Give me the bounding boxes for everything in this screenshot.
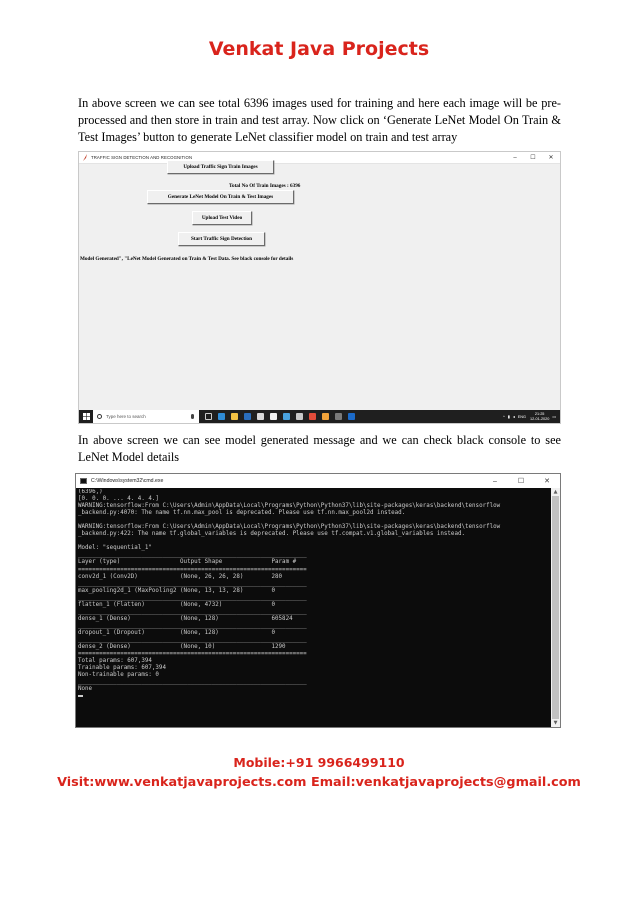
taskbar-pinned-apps: [205, 413, 361, 420]
total-images-label: Total No Of Train Images : 6396: [229, 183, 301, 189]
chrome-icon[interactable]: [309, 413, 316, 420]
cmd-icon[interactable]: [296, 413, 303, 420]
network-icon[interactable]: ▮: [507, 415, 510, 419]
paragraph-intro: In above screen we can see total 6396 images used for training and here each image will be pre-processed and then store in train and test array. Now click on ‘Generate LeNet Model On Train & Test Images’ button to generate LeNet classifier model on train and test array: [78, 96, 561, 144]
notepad-icon[interactable]: [270, 413, 277, 420]
start-button[interactable]: [79, 410, 93, 423]
taskbar-search-box[interactable]: [93, 410, 199, 423]
app-icon[interactable]: [335, 413, 342, 420]
console-line: WARNING:tensorflow:From C:\Users\Admin\AppData\Local\Programs\Python\Python37\lib\site-packages\keras\backend\tensorflow: [78, 524, 501, 531]
mail-icon[interactable]: [257, 413, 264, 420]
windows-logo-icon: [83, 413, 90, 420]
close-button[interactable]: ✕: [544, 478, 550, 485]
store-icon[interactable]: [244, 413, 251, 420]
console-line: None: [78, 686, 93, 693]
console-line: _________________________________________________________________: [78, 622, 307, 629]
console-cursor: [78, 693, 550, 700]
cmd-icon: [80, 478, 87, 484]
cortana-icon: [97, 414, 102, 419]
upload-test-video-button[interactable]: Upload Test Video: [192, 211, 252, 225]
console-line: conv2d_1 (Conv2D) (None, 26, 26, 28) 280: [78, 573, 283, 580]
console-line: dense_2 (Dense) (None, 10) 1290: [78, 644, 286, 651]
maximize-button[interactable]: ☐: [517, 478, 525, 485]
language-indicator[interactable]: ENG: [517, 414, 526, 419]
app-window-screenshot: [78, 151, 561, 424]
cmd-window-title: C:\Windows\system32\cmd.exe: [91, 478, 164, 484]
console-line: Non-trainable params: 0: [78, 672, 159, 679]
console-line: [0. 0. 0. ... 4. 4. 4.]: [78, 496, 159, 503]
console-line: _________________________________________________________________: [78, 552, 307, 559]
scrollbar-thumb[interactable]: [552, 496, 559, 719]
console-line: dropout_1 (Dropout) (None, 128) 0: [78, 629, 276, 636]
console-line: =================================================================: [78, 566, 307, 573]
console-scrollbar[interactable]: [551, 488, 560, 727]
console-line: _backend.py:422: The name tf.global_variables is deprecated. Please use tf.compat.v1.global_variables instead.: [78, 531, 466, 538]
clock-date: 12-01-2020: [529, 416, 550, 421]
maximize-button[interactable]: ☐: [530, 155, 536, 161]
console-line: max_pooling2d_1 (MaxPooling2 (None, 13, 13, 28) 0: [78, 587, 276, 594]
app-titlebar: [79, 152, 560, 164]
console-line: _backend.py:4070: The name tf.nn.max_pool is deprecated. Please use tf.nn.max_pool2d instead.: [78, 510, 406, 517]
console-line: _________________________________________________________________: [78, 636, 307, 643]
console-line: _________________________________________________________________: [78, 679, 307, 686]
notification-icon[interactable]: ▭: [552, 415, 556, 419]
footer-mobile: Mobile:+91 9966499110: [233, 755, 405, 770]
console-line: _________________________________________________________________: [78, 580, 307, 587]
microphone-icon: [191, 414, 194, 419]
folder-icon[interactable]: [322, 413, 329, 420]
console-output[interactable]: [78, 489, 550, 727]
status-message-label: Model Generated", "LeNet Model Generated on Train & Test Data. See black console for details: [80, 256, 294, 262]
search-placeholder: Type here to search: [106, 414, 146, 419]
task-view-icon[interactable]: [205, 413, 212, 420]
footer-contact: Visit:www.venkatjavaprojects.com Email:venkatjavaprojects@gmail.com: [57, 775, 581, 790]
console-line: Layer (type) Output Shape Param #: [78, 559, 297, 566]
system-tray: [503, 412, 560, 421]
windows-taskbar: [79, 410, 560, 423]
generate-lenet-model-button[interactable]: Generate LeNet Model On Train & Test Images: [147, 190, 294, 204]
minimize-button[interactable]: –: [493, 477, 497, 485]
scroll-up-icon[interactable]: ▲: [553, 489, 558, 495]
console-line: =================================================================: [78, 651, 307, 658]
clock[interactable]: [530, 412, 549, 421]
console-line: Model: "sequential_1": [78, 545, 152, 552]
volume-icon[interactable]: ◂: [512, 415, 515, 419]
close-button[interactable]: ✕: [548, 155, 554, 161]
scroll-down-icon[interactable]: ▼: [553, 720, 558, 726]
console-line: _________________________________________________________________: [78, 608, 307, 615]
console-line: flatten_1 (Flatten) (None, 4732) 0: [78, 601, 276, 608]
file-explorer-icon[interactable]: [231, 413, 238, 420]
console-line: dense_1 (Dense) (None, 128) 605824: [78, 615, 293, 622]
clock-time: 21:25: [534, 412, 545, 416]
cmd-window-screenshot: [75, 473, 561, 728]
app-window-title: TRAFFIC SIGN DETECTION AND RECOGNITION: [91, 155, 193, 160]
console-line: _________________________________________________________________: [78, 594, 307, 601]
console-line: (6396,): [78, 489, 103, 495]
minimize-button[interactable]: –: [513, 154, 517, 161]
paragraph-console: In above screen we can see model generated message and we can check black console to see LeNet Model details: [78, 433, 561, 464]
start-detection-button[interactable]: Start Traffic Sign Detection: [178, 232, 265, 246]
feather-app-icon[interactable]: [348, 413, 355, 420]
console-line: Total params: 607,394: [78, 658, 152, 665]
console-line: [78, 538, 550, 545]
page-title: Venkat Java Projects: [208, 38, 430, 60]
python-icon[interactable]: [283, 413, 290, 420]
cmd-titlebar: [76, 474, 560, 488]
console-line: WARNING:tensorflow:From C:\Users\Admin\AppData\Local\Programs\Python\Python37\lib\site-packages\keras\backend\tensorflow: [78, 503, 501, 510]
edge-icon[interactable]: [218, 413, 225, 420]
tk-feather-icon: [82, 154, 88, 161]
console-line: [78, 517, 550, 524]
chevron-up-icon[interactable]: ^: [502, 414, 505, 419]
upload-train-images-button[interactable]: Upload Traffic Sign Train Images: [167, 160, 274, 174]
console-line: Trainable params: 607,394: [78, 665, 166, 672]
